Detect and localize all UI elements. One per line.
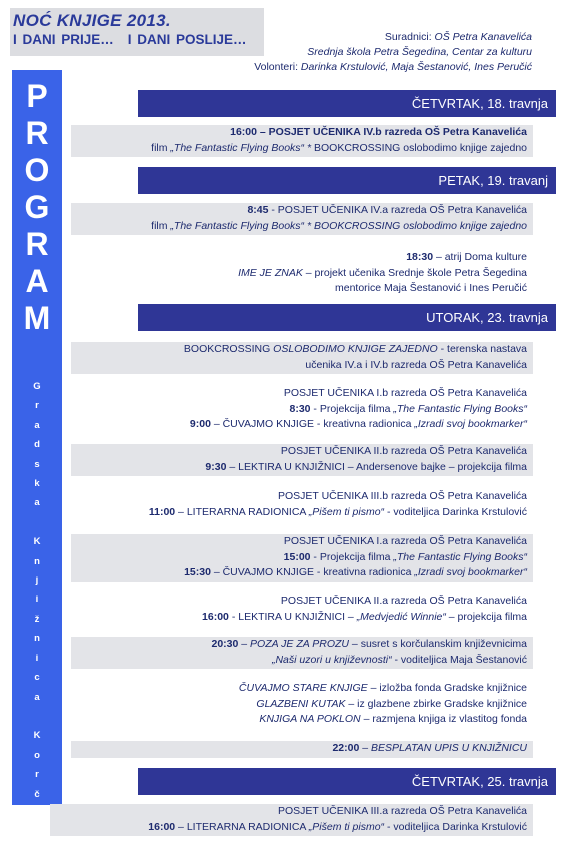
- subtitle-before: I DANI PRIJE…: [13, 32, 114, 47]
- vertical-letter: K: [33, 730, 41, 742]
- vertical-letter: n: [34, 555, 40, 567]
- credits-line-collaborators: Suradnici: OŠ Petra Kanavelića: [384, 31, 532, 43]
- event-block: ČUVAJMO STARE KNJIGE – izložba fonda Gradske knjižnice GLAZBENI KUTAK – iz glazbene zbirke Gradske knjižnice KNJIGA NA POKLON – razmjena knjiga iz vlastitog fonda: [238, 682, 527, 725]
- vertical-letter: r: [35, 400, 39, 412]
- vertical-letter: d: [34, 439, 40, 451]
- event-block: POSJET UČENIKA II.a razreda OŠ Petra Kanavelića 16:00 - LEKTIRA U KNJIŽNICI – „Medvjedić Winnie“ – projekcija filma: [202, 595, 527, 623]
- vertical-letter: ž: [34, 613, 40, 625]
- credits-line-partners: Srednja škola Petra Šegedina, Centar za kulturu: [307, 46, 532, 58]
- event-block: POSJET UČENIKA III.a razreda OŠ Petra Kanavelića 16:00 – LITERARNA RADIONICA „Pišem ti pismo“ - voditeljica Darinka Krstulović: [50, 804, 533, 836]
- day-header-thursday-25: ČETVRTAK, 25. travnja: [138, 768, 556, 795]
- banner-letter: O: [24, 152, 50, 188]
- event-block: POSJET UČENIKA III.b razreda OŠ Petra Kanavelića 11:00 – LITERARNA RADIONICA „Pišem ti pismo“ - voditeljica Darinka Krstulović: [148, 490, 527, 518]
- banner-letter: R: [25, 115, 49, 151]
- event-block: 16:00 – POSJET UČENIKA IV.b razreda OŠ Petra Kanavelića film „The Fantastic Flying Books“ * BOOKCROSSING oslobodimo knjige zajedno: [71, 125, 533, 157]
- poster-title: NOĆ KNJIGE 2013.: [13, 11, 171, 30]
- vertical-letter: č: [34, 788, 40, 800]
- event-block: 8:45 - POSJET UČENIKA IV.a razreda OŠ Petra Kanavelića film „The Fantastic Flying Books“ * BOOKCROSSING oslobodimo knjige zajedno: [71, 203, 533, 235]
- event-block: 22:00 – BESPLATAN UPIS U KNJIŽNICU: [71, 741, 533, 758]
- event-block: POSJET UČENIKA I.b razreda OŠ Petra Kanavelića 8:30 - Projekcija filma „The Fantastic Flying Books“ 9:00 – ČUVAJMO KNJIGE - kreativna radionica „Izradi svoj bookmarker“: [189, 387, 527, 430]
- event-block: 18:30 – atrij Doma kulture IME JE ZNAK – projekt učenika Srednje škole Petra Šegedina mentorice Maja Šestanović i Ines Peručić: [238, 251, 527, 294]
- poster-title-box: [10, 8, 264, 56]
- event-block: BOOKCROSSING OSLOBODIMO KNJIGE ZAJEDNO - terenska nastava učenika IV.a i IV.b razreda OŠ Petra Kanavelića: [71, 342, 533, 374]
- banner-letter: A: [25, 263, 49, 299]
- vertical-letter: a: [34, 691, 40, 703]
- vertical-letter: K: [33, 536, 41, 548]
- day-header-tuesday-23: UTORAK, 23. travnja: [138, 304, 556, 331]
- credits: [254, 30, 532, 75]
- credits-line-volunteers: Volonteri: Darinka Krstulović, Maja Šestanović, Ines Peručić: [254, 61, 532, 73]
- event-block: POSJET UČENIKA I.a razreda OŠ Petra Kanavelića 15:00 - Projekcija filma „The Fantastic Flying Books“ 15:30 – ČUVAJMO KNJIGE - kreativna radionica „Izradi svoj bookmarker“: [71, 534, 533, 582]
- banner-letter: R: [25, 226, 49, 262]
- vertical-letter: a: [34, 419, 40, 431]
- vertical-gap: [12, 513, 62, 532]
- vertical-letter: o: [34, 749, 40, 761]
- vertical-letter: j: [35, 575, 39, 587]
- vertical-letter: i: [35, 594, 39, 606]
- day-header-thursday-18: ČETVRTAK, 18. travnja: [138, 90, 556, 117]
- vertical-letter: i: [35, 652, 39, 664]
- vertical-letter: a: [34, 846, 40, 858]
- vertical-letter: s: [34, 458, 40, 470]
- vertical-letter: u: [34, 807, 40, 819]
- vertical-letter: r: [35, 769, 39, 781]
- vertical-letter: k: [34, 478, 40, 490]
- poster-subtitle: [13, 31, 264, 49]
- banner-letter: G: [24, 189, 50, 225]
- program-word: [12, 70, 62, 337]
- subtitle-after: I DANI POSLIJE…: [127, 32, 247, 47]
- vertical-letter: c: [34, 672, 40, 684]
- program-side-banner: [12, 70, 62, 858]
- vertical-letter: a: [34, 497, 40, 509]
- day-header-friday-19: PETAK, 19. travanj: [138, 167, 556, 194]
- event-block: 20:30 – POZA JE ZA PROZU – susret s korčulanskim književnicima „Naši uzori u književnosti“ - voditeljica Maja Šestanović: [71, 637, 533, 669]
- vertical-letter: G: [33, 381, 41, 392]
- banner-letter: P: [26, 78, 48, 114]
- vertical-letter: l: [35, 827, 39, 839]
- event-block: POSJET UČENIKA II.b razreda OŠ Petra Kanavelića 9:30 – LEKTIRA U KNJIŽNICI – Andersenove bajke – projekcija filma: [71, 444, 533, 476]
- vertical-gap: [12, 707, 62, 726]
- vertical-letter: n: [34, 633, 40, 645]
- banner-letter: M: [23, 300, 51, 336]
- library-name-vertical: [12, 377, 62, 862]
